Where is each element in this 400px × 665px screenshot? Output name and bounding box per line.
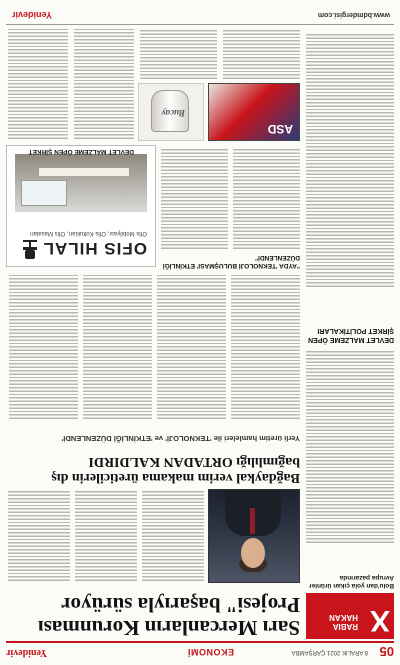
secondary-headline: Bağdaykal verim makama üreticilerin dış bağımlılığı ORTADAN KALDIRDI [51, 454, 300, 485]
page-folio [6, 641, 394, 661]
bottom-article-text-2 [140, 29, 300, 81]
office-desk [39, 168, 129, 176]
footer-brand: Yenidevir [12, 10, 53, 20]
footer-advertisement [6, 4, 394, 25]
left-article-text [306, 349, 394, 545]
article-deck: Yerli üretim hamleleri ile 'TEKNOLOJİ' ve 'ETKİNLİĞİ DÜZENLENDİ' [61, 434, 300, 443]
footer-website: www.bdmdergisi.com [317, 11, 390, 18]
left-teaser: Bolu'dan yola çıkan ürünler Avrupa pazarında [309, 574, 394, 589]
portrait-tie [250, 508, 255, 534]
portrait-photo [208, 489, 300, 583]
mid-subheading: "AYDA 'TEKNOLOJİ BULUŞMASI' ETKİNLİĞİ DÜZENLENDİ" [162, 254, 300, 269]
bottom-band [8, 29, 300, 155]
paint-bucket-photo [138, 83, 204, 141]
intro-article-text [8, 491, 204, 583]
ad-office-photo [15, 154, 147, 212]
ad-tagline: Ofis Mobilyası, Ofis Koltukları, Ofis Masaları [29, 230, 147, 236]
page-number: 05 [379, 644, 394, 659]
left-column [306, 29, 394, 639]
bucket-label: Bucay [161, 108, 185, 118]
article-body-lower [160, 147, 300, 251]
kicker-mark: X [369, 604, 390, 637]
issue-date: 8 ARALIK 2021 ÇARŞAMBA [291, 649, 368, 655]
product-photo [208, 83, 300, 141]
main-headline: Sarı Mercanların Korunması Projesi" başarıyla sürüyor [37, 593, 300, 640]
ofis-hilal-advertisement [6, 145, 156, 267]
office-chair-icon [17, 238, 43, 260]
bottom-article-text [8, 29, 134, 141]
ad-brand: OFIS HILAL [42, 239, 147, 258]
newspaper-logo: Yenidevir [6, 647, 48, 658]
left-article-text-2 [306, 34, 394, 289]
portrait-face [241, 538, 265, 568]
kicker-label: RABIA HAKAN [329, 613, 358, 631]
section-name: EKONOMİ [187, 647, 234, 657]
office-window [21, 180, 67, 206]
bottom-strip-heading: DEVLET MALZEME ÖPEN ŞİRKET [28, 148, 134, 155]
product-photo-label: ASD [267, 122, 293, 136]
left-subheading: DEVLET MALZEME ÖPEN ŞİRKET POLİTİKALARI [308, 327, 394, 343]
kicker-box [306, 593, 394, 639]
article-body-columns [8, 273, 300, 421]
